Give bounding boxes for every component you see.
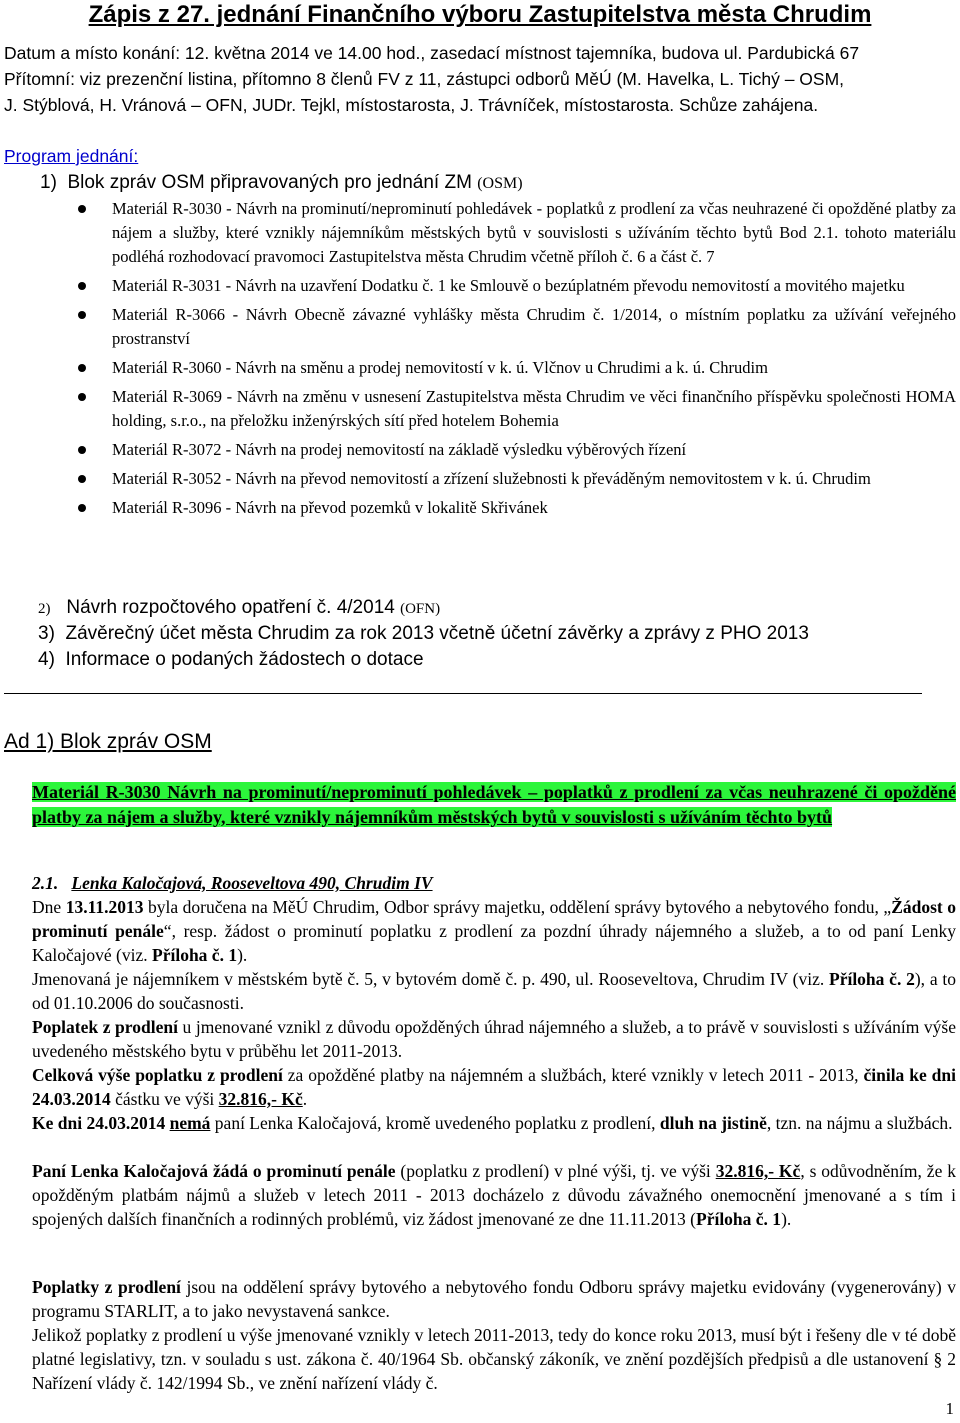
text-run: Jelikož poplatky z prodlení u výše jmenované vznikly v letech 2011-2013, tedy do konce roku 2013, musí být i řešeny dle v té době platné legislativy, tzn. v souladu s ust. zákona č. 40/1964 Sb. občanský zákoník, ve znění pozdějších předpisů a dle ustanovení § 2 Nařízení vlády č. 142/1994 Sb., ve znění nařízení vlády č. bbox=[32, 1325, 956, 1393]
list-item-text: Materiál R-3060 - Návrh na směnu a prodej nemovitostí v k. ú. Vlčnov u Chrudimi a k. ú. Chrudim bbox=[112, 358, 768, 377]
text-run: částku ve výši bbox=[110, 1088, 219, 1109]
text-run: , s odůvodněním, že k opožděným platbám nájmů a služeb v letech 2011 - 2013 docházelo z důvodu závažného onemocnění jmenované a s tím i spojených dalších finančních a rodinných problémů, viz žádost jmenované ze dne 11.11.2013 ( bbox=[32, 1161, 956, 1229]
bullet-icon bbox=[78, 282, 86, 290]
text-run-bold: nemá bbox=[169, 1113, 211, 1133]
text-run: ). bbox=[237, 944, 248, 965]
text-run-bold: dluh na jistině bbox=[659, 1113, 767, 1133]
agenda-item-text: Závěrečný účet města Chrudim za rok 2013 včetně účetní závěrky a zprávy z PHO 2013 bbox=[65, 623, 809, 644]
text-run: (poplatku z prodlení) v plné výši, tj. ve výši bbox=[395, 1161, 716, 1181]
text-run: za opožděné platby na nájemném a službách, které vznikly v letech 2011 - 2013, bbox=[282, 1065, 864, 1085]
text-run-bold: Příloha č. 1 bbox=[696, 1208, 782, 1229]
text-run-bold: Poplatky z prodlení bbox=[32, 1277, 181, 1297]
list-item-text: Materiál R-3072 - Návrh na prodej nemovitostí na základě výsledku výběrových řízení bbox=[112, 440, 687, 459]
list-item bbox=[0, 274, 960, 298]
paragraph-5 bbox=[32, 1112, 956, 1136]
text-run: jsou na oddělení správy bytového a nebytového fondu Odboru správy majetku evidovány (vygenerovány) v programu STARLIT, a to jako nevystavená sankce. bbox=[32, 1277, 956, 1321]
agenda-item-3 bbox=[38, 621, 809, 647]
text-run: byla doručena na MěÚ Chrudim, Odbor správy majetku, oddělení správy bytového a nebytového fondu, „ bbox=[143, 897, 892, 917]
list-item-text: Materiál R-3069 - Návrh na změnu v usnesení Zastupitelstva města Chrudim ve věci finančního příspěvku společnosti HOMA holding, s.r.o., na přeložku inženýrských sítí před hotelem Bohemia bbox=[112, 387, 956, 430]
paragraph-7 bbox=[32, 1276, 956, 1324]
text-run: paní Lenka Kaločajová, kromě uvedeného poplatku z prodlení, bbox=[210, 1113, 660, 1133]
list-item-text: Materiál R-3066 - Návrh Obecně závazné vyhlášky města Chrudim č. 1/2014, o místním poplatku za užívání veřejného prostranství bbox=[112, 305, 956, 348]
subsection-title bbox=[32, 872, 956, 896]
list-item-text: Materiál R-3031 - Návrh na uzavření Dodatku č. 1 ke Smlouvě o bezúplatném převodu nemovitostí a movitého majetku bbox=[112, 276, 905, 295]
text-run-bold: Příloha č. 2 bbox=[829, 969, 915, 989]
bullet-icon bbox=[78, 393, 86, 401]
list-item bbox=[0, 496, 960, 520]
bullet-icon bbox=[78, 311, 86, 319]
meeting-date-line: Datum a místo konání: 12. května 2014 ve 14.00 hod., zasedací místnost tajemníka, budova ul. Pardubická 67 bbox=[4, 43, 860, 63]
agenda-item-1 bbox=[40, 170, 523, 197]
bullet-icon bbox=[78, 364, 86, 372]
text-run-bold: činila ke dni 24.03.2014 bbox=[32, 1065, 956, 1109]
bullet-icon bbox=[78, 475, 86, 483]
list-item bbox=[0, 385, 960, 433]
text-run: Dne bbox=[32, 897, 66, 917]
agenda-item-text: Blok zpráv OSM připravovaných pro jednání ZM bbox=[67, 172, 472, 193]
agenda-item-number: 2) bbox=[38, 601, 51, 617]
text-run-bold: Žádost o prominutí penále bbox=[32, 897, 957, 941]
paragraph-4 bbox=[32, 1064, 956, 1112]
text-run-bold: 32.816,- Kč bbox=[715, 1161, 801, 1181]
attendees-line-2: J. Stýblová, H. Vránová – OFN, JUDr. Tejkl, místostarosta, J. Trávníček, místostarosta. Schůze zahájena. bbox=[4, 95, 819, 115]
paragraph-2 bbox=[32, 968, 956, 1016]
attendees-line: Přítomní: viz prezenční listina, přítomno 8 členů FV z 11, zástupci odborů MěÚ (M. Havelka, L. Tichý – OSM, bbox=[4, 69, 845, 89]
list-item bbox=[0, 467, 960, 491]
agenda-item-2 bbox=[38, 595, 440, 622]
document-title: Zápis z 27. jednání Finančního výboru Zastupitelstva města Chrudim bbox=[88, 1, 872, 28]
text-run: “, resp. žádost o prominutí poplatku z prodlení za pozdní úhrady nájemného a služeb, a to od paní Lenky Kaločajové (viz. bbox=[32, 920, 957, 965]
text-run-bold: 32.816,- Kč bbox=[218, 1088, 303, 1109]
list-item-text: Materiál R-3030 - Návrh na prominutí/neprominutí pohledávek - poplatků z prodlení za včas neuhrazené či opožděné platby za nájem a služby, které vznikly nájemníkům městských bytů v souvislosti s užíváním těchto bytů Bod 2.1. tohoto materiálu podléhá rozhodovací pravomoci Zastupitelstva města Chrudim včetně příloh č. 6 a část č. 7 bbox=[112, 199, 956, 266]
program-label: Program jednání: bbox=[4, 146, 139, 166]
text-run-bold: Celková výše poplatku z prodlení bbox=[32, 1065, 283, 1085]
material-heading bbox=[32, 780, 956, 829]
text-run: u jmenované vznikl z důvodu opožděných úhrad nájemného a služeb, a to právě v souvislosti s užíváním výše uvedeného městského bytu v průběhu let 2011-2013. bbox=[32, 1017, 956, 1061]
list-item bbox=[0, 438, 960, 462]
text-run: , tzn. na nájmu a službách. bbox=[766, 1113, 953, 1133]
text-run: . bbox=[302, 1088, 308, 1109]
list-item bbox=[0, 197, 960, 269]
subsection-number: 2.1. bbox=[32, 873, 59, 893]
list-item bbox=[0, 303, 960, 351]
page-number: 1 bbox=[945, 1399, 954, 1418]
section-heading: Ad 1) Blok zpráv OSM bbox=[4, 730, 212, 753]
bullet-icon bbox=[78, 446, 86, 454]
list-item-text: Materiál R-3052 - Návrh na převod nemovitostí a zřízení služebnosti k převáděným nemovitostem v k. ú. Chrudim bbox=[112, 469, 871, 488]
paragraph-8 bbox=[32, 1324, 956, 1395]
text-run: Jmenovaná je nájemníkem v městském bytě č. 5, v bytovém domě č. p. 490, ul. Rooseveltova, Chrudim IV (viz. bbox=[32, 969, 829, 989]
text-run-bold: Poplatek z prodlení bbox=[32, 1017, 178, 1037]
paragraph-3 bbox=[32, 1016, 956, 1064]
text-run-bold: Příloha č. 1 bbox=[152, 944, 238, 965]
agenda-item-tag: (OFN) bbox=[400, 601, 441, 617]
agenda-item-tag: (OSM) bbox=[477, 175, 523, 192]
material-list bbox=[0, 197, 960, 525]
text-run-bold: Paní Lenka Kaločajová žádá o prominutí penále bbox=[32, 1161, 396, 1181]
text-run: ). bbox=[781, 1208, 792, 1229]
text-run-bold: Ke dni 24.03.2014 bbox=[32, 1113, 170, 1133]
paragraph-6 bbox=[32, 1160, 956, 1231]
material-heading-text: Materiál R-3030 Návrh na prominutí/neprominutí pohledávek – poplatků z prodlení za včas neuhrazené či opožděné platby za nájem a služby, které vznikly nájemníkům městských bytů v souvislosti s užíváním těchto bytů bbox=[32, 782, 956, 827]
section-divider bbox=[4, 693, 922, 694]
agenda-item-4 bbox=[38, 647, 424, 673]
agenda-item-number: 4) bbox=[38, 649, 55, 670]
text-run-bold: 13.11.2013 bbox=[65, 897, 144, 917]
paragraph-1 bbox=[32, 896, 956, 967]
text-run: ), a to od 01.10.2006 do současnosti. bbox=[32, 969, 956, 1013]
bullet-icon bbox=[78, 504, 86, 512]
bullet-icon bbox=[78, 205, 86, 213]
subsection-name: Lenka Kaločajová, Rooseveltova 490, Chrudim IV bbox=[71, 873, 433, 893]
agenda-item-text: Návrh rozpočtového opatření č. 4/2014 bbox=[66, 597, 395, 618]
agenda-item-number: 3) bbox=[38, 623, 55, 644]
list-item-text: Materiál R-3096 - Návrh na převod pozemků v lokalitě Skřivánek bbox=[112, 498, 548, 517]
list-item bbox=[0, 356, 960, 380]
agenda-item-text: Informace o podaných žádostech o dotace bbox=[65, 649, 424, 670]
agenda-item-number: 1) bbox=[40, 172, 57, 193]
